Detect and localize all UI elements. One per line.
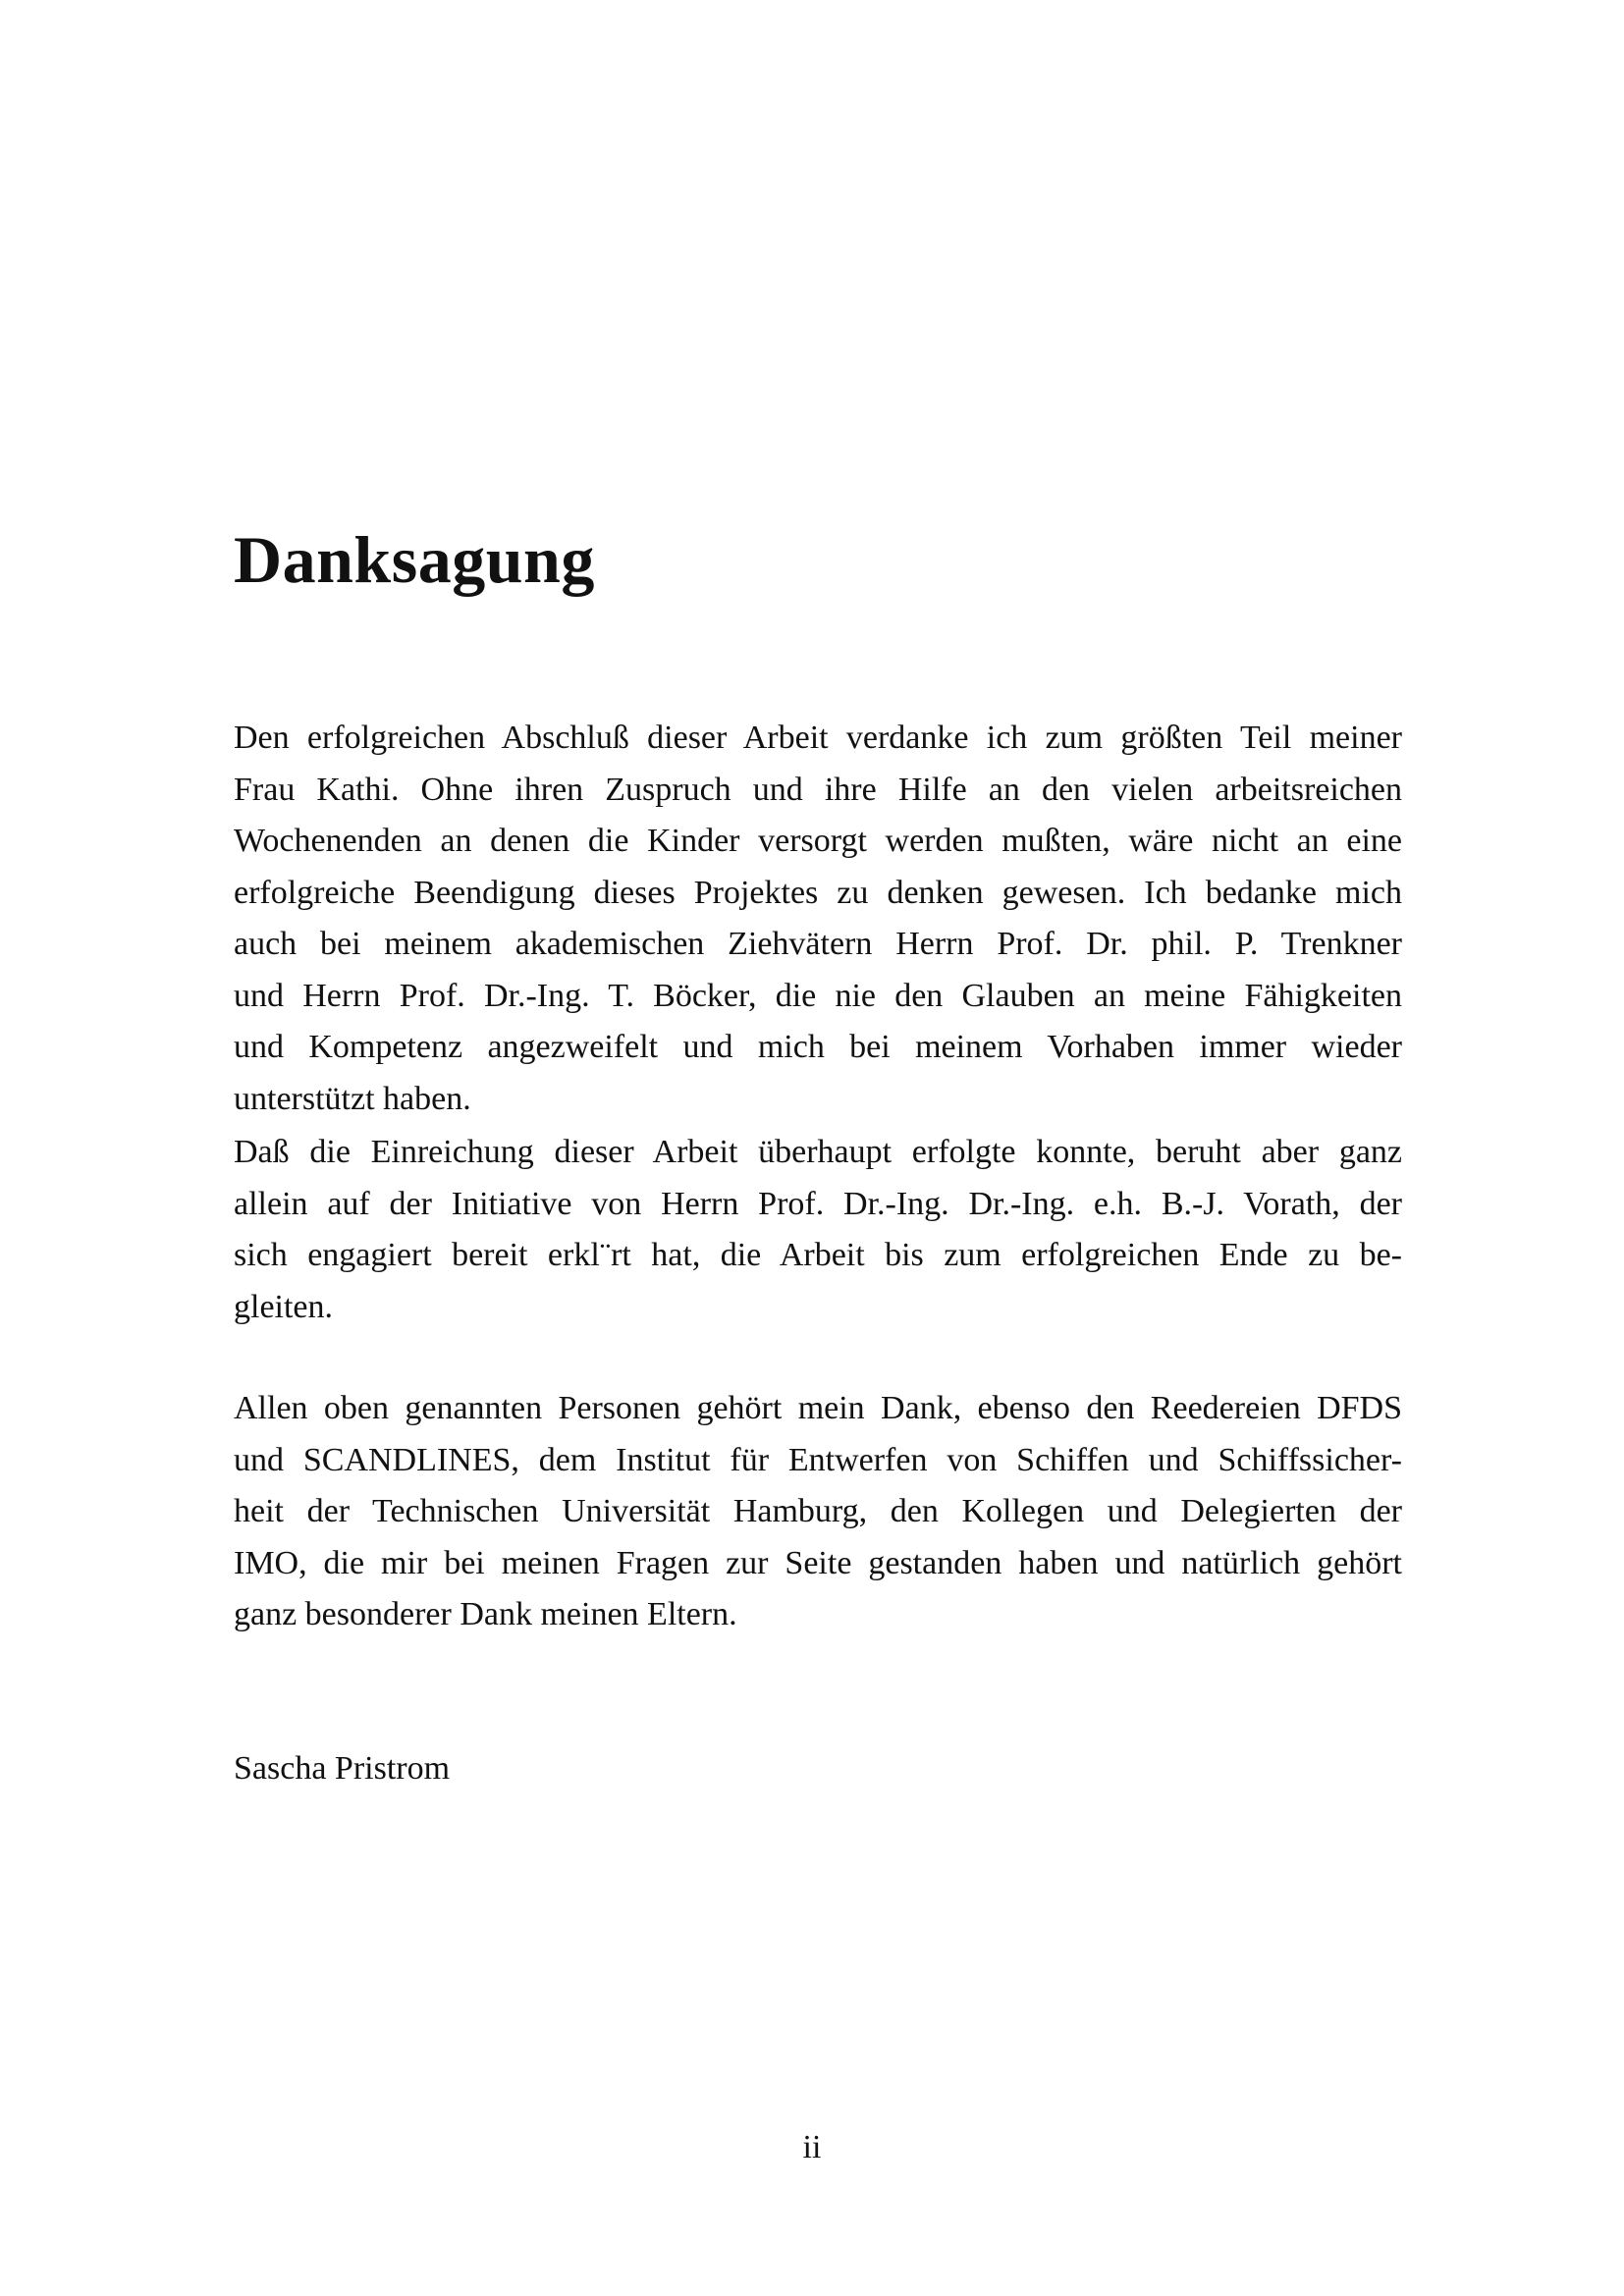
text-line: gleiten. [234,1288,334,1325]
text-line: Den erfolgreichen Abschluß dieser Arbeit verdanke ich zum größten Teil meiner [234,720,1402,756]
page-number: ii [802,2129,822,2165]
text-line: Frau Kathi. Ohne ihren Zuspruch und ihre Hilfe an den vielen arbeitsreichen [234,771,1402,808]
text-line: auch bei meinem akademischen Ziehvätern Herrn Prof. Dr. phil. P. Trenkner [234,926,1402,962]
text-line: unterstützt haben. [234,1080,471,1117]
text-line: Allen oben genannten Personen gehört mein Dank, ebenso den Reedereien DFDS [234,1390,1402,1426]
text-line: und SCANDLINES, dem Institut für Entwerfen von Schiffen und Schiffssicher- [234,1441,1402,1478]
paragraph-acknowledgement-institutions [234,1383,1402,1641]
text-line: allein auf der Initiative von Herrn Prof. Dr.-Ing. Dr.-Ing. e.h. B.-J. Vorath, der [234,1185,1402,1222]
text-line: IMO, die mir bei meinen Fragen zur Seite gestanden haben und natürlich gehört [234,1544,1402,1581]
text-line: und Kompetenz angezweifelt und mich bei meinem Vorhaben immer wieder [234,1029,1402,1065]
text-line: erfolgreiche Beendigung dieses Projektes zu denken gewesen. Ich bedanke mich [234,874,1402,911]
paragraph-acknowledgement-family [234,713,1402,1125]
text-line: Wochenenden an denen die Kinder versorgt werden mußten, wäre nicht an eine [234,823,1402,859]
signature-name: Sascha Pristrom [234,1750,451,1787]
text-line: und Herrn Prof. Dr.-Ing. T. Böcker, die nie den Glauben an meine Fähigkeiten [234,977,1402,1014]
text-line: Daß die Einreichung dieser Arbeit überhaupt erfolgte konnte, beruht aber ganz [234,1134,1402,1170]
signature [234,1743,1402,1795]
text-line: ganz besonderer Dank meinen Eltern. [234,1596,737,1632]
page-title: Danksagung [234,522,595,597]
text-line: heit der Technischen Universität Hamburg, den Kollegen und Delegierten der [234,1493,1402,1529]
paragraph-acknowledgement-submission [234,1127,1402,1333]
text-line: sich engagiert bereit erkl¨rt hat, die Arbeit bis zum erfolgreichen Ende zu be- [234,1237,1402,1273]
